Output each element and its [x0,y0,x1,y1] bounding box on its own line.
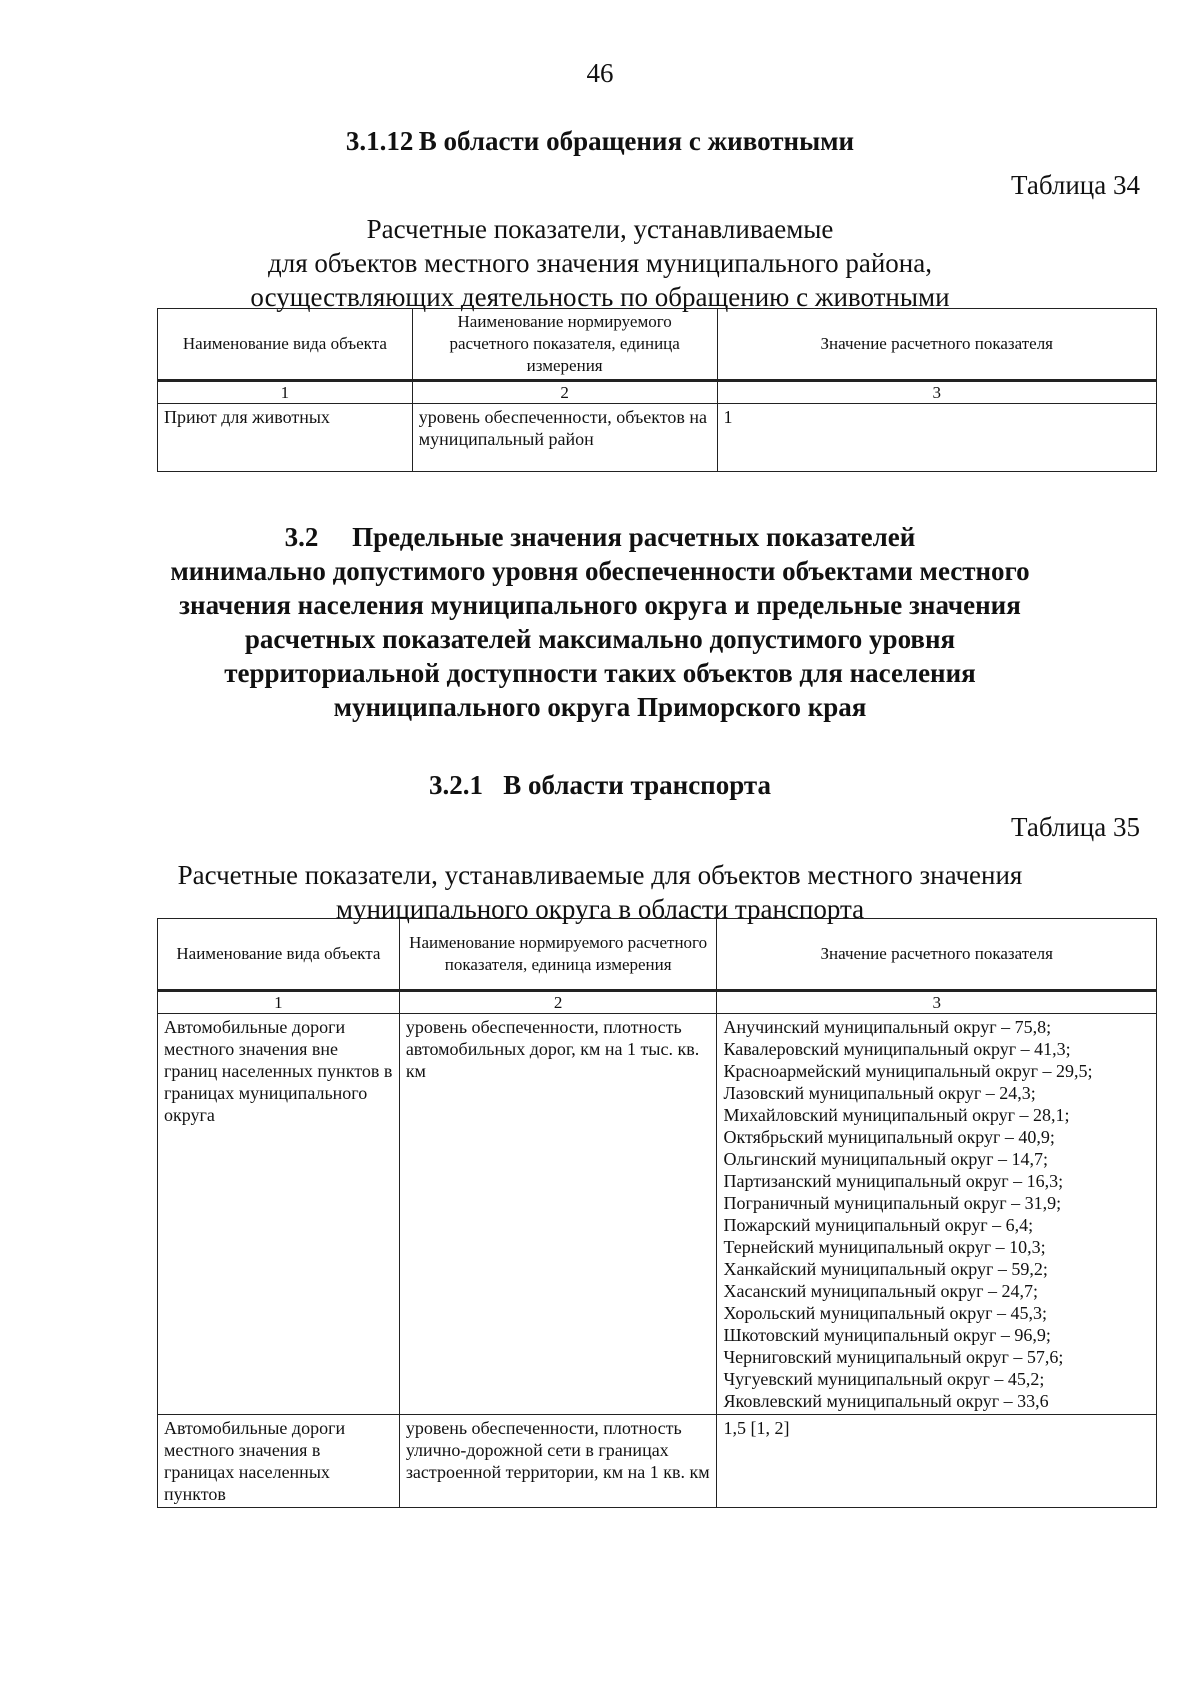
section-3-2-number: 3.2 [284,522,319,552]
table-row [158,1014,1157,1415]
page-number: 46 [586,58,614,88]
table-34 [157,308,1157,472]
cell-indicator: уровень обеспеченности, плотность автомобильных дорог, км на 1 тыс. кв. км [399,1014,717,1415]
district-value: Партизанский муниципальный округ – 16,3; [723,1171,1064,1191]
column-number: 3 [717,381,1156,404]
table-34-caption [0,212,1200,314]
cell-value: 1,5 [1, 2] [717,1415,1157,1508]
district-value: Хорольский муниципальный округ – 45,3; [723,1303,1047,1323]
section-3-2-title-line: значения населения муниципального округа и предельные значения [179,590,1021,620]
district-value: Чугуевский муниципальный округ – 45,2; [723,1369,1045,1389]
caption-line: муниципального округа в области транспорта [335,894,865,924]
header-indicator: Наименование нормируемого расчетного показателя, единица измерения [412,309,717,381]
district-value: Октябрьский муниципальный округ – 40,9; [723,1127,1055,1147]
column-number: 3 [717,991,1157,1014]
caption-line: Расчетные показатели, устанавливаемые [366,214,834,244]
caption-line: осуществляющих деятельность по обращению с животными [250,282,950,312]
district-value: Хасанский муниципальный округ – 24,7; [723,1281,1038,1301]
header-value: Значение расчетного показателя [717,919,1157,991]
district-value: Шкотовский муниципальный округ – 96,9; [723,1325,1051,1345]
district-value: Ольгинский муниципальный округ – 14,7; [723,1149,1048,1169]
header-object-type: Наименование вида объекта [158,919,400,991]
cell-object: Автомобильные дороги местного значения в границах населенных пунктов [158,1415,400,1508]
district-value: Яковлевский муниципальный округ – 33,6 [723,1391,1049,1411]
cell-object: Приют для животных [158,404,413,472]
section-3-2-title-line-1: 3.2 Предельные значения расчетных показателей [284,522,916,552]
section-3-2-1-heading: 3.2.1 В области транспорта [429,770,771,800]
header-indicator: Наименование нормируемого расчетного показателя, единица измерения [399,919,717,991]
caption-line: Расчетные показатели, устанавливаемые для объектов местного значения [177,860,1023,890]
column-number: 1 [158,991,400,1014]
column-number: 2 [412,381,717,404]
cell-value-list [717,1014,1157,1415]
caption-line: для объектов местного значения муниципального района, [268,248,932,278]
district-value: Лазовский муниципальный округ – 24,3; [723,1083,1036,1103]
table-34-label: Таблица 34 [1011,170,1140,200]
table-35-label: Таблица 35 [1011,812,1140,842]
table-35-caption [0,858,1200,926]
table-row [158,404,1157,472]
district-value: Пограничный муниципальный округ – 31,9; [723,1193,1062,1213]
header-value: Значение расчетного показателя [717,309,1156,381]
section-3-2-title-line: расчетных показателей максимально допустимого уровня [244,624,956,654]
district-value: Ханкайский муниципальный округ – 59,2; [723,1259,1048,1279]
cell-indicator: уровень обеспеченности, плотность улично-дорожной сети в границах застроенной территории, км на 1 кв. км [399,1415,717,1508]
column-number: 2 [399,991,717,1014]
table-35 [157,918,1157,1508]
district-value: Кавалеровский муниципальный округ – 41,3; [723,1039,1071,1059]
section-3-2-title-line: территориальной доступности таких объектов для населения [224,658,976,688]
cell-indicator: уровень обеспеченности, объектов на муниципальный район [412,404,717,472]
section-3-2-title-line: муниципального округа Приморского края [333,692,867,722]
section-3-2-title-line: минимально допустимого уровня обеспеченности объектами местного [170,556,1030,586]
district-value: Михайловский муниципальный округ – 28,1; [723,1105,1070,1125]
district-value: Красноармейский муниципальный округ – 29,5; [723,1061,1093,1081]
column-number: 1 [158,381,413,404]
cell-value: 1 [717,404,1156,472]
section-3-2-heading [0,520,1200,724]
section-3-1-12-heading: 3.1.12 В области обращения с животными [345,126,855,156]
table-row [158,1415,1157,1508]
district-value: Анучинский муниципальный округ – 75,8; [723,1017,1052,1037]
district-value: Пожарский муниципальный округ – 6,4; [723,1215,1034,1235]
cell-object: Автомобильные дороги местного значения вне границ населенных пунктов в границах муниципального округа [158,1014,400,1415]
district-value: Тернейский муниципальный округ – 10,3; [723,1237,1046,1257]
header-object-type: Наименование вида объекта [158,309,413,381]
district-value: Черниговский муниципальный округ – 57,6; [723,1347,1064,1367]
